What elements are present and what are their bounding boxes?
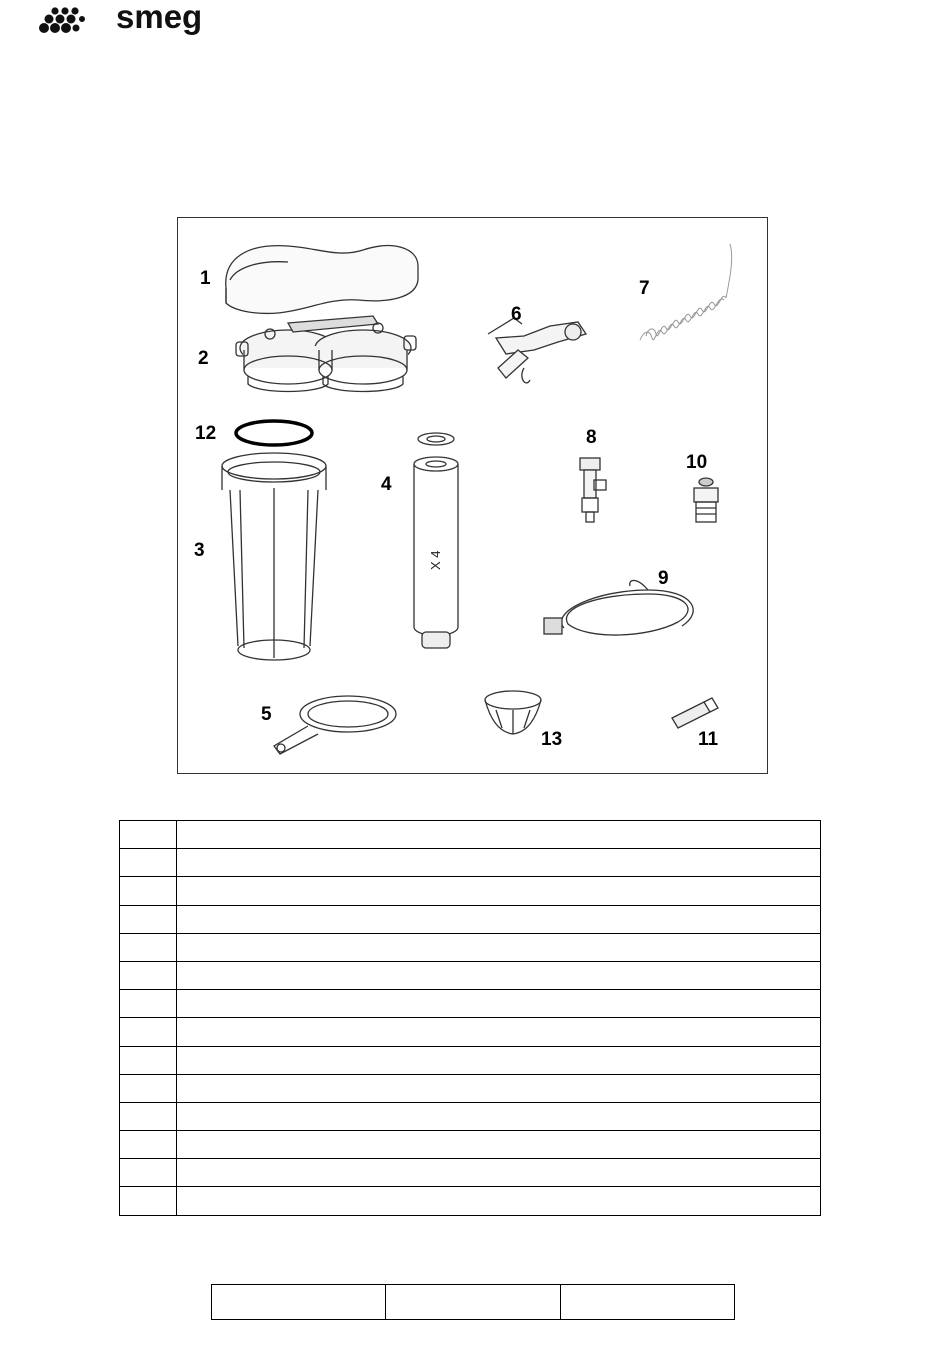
filter-head-part [236, 316, 416, 392]
small-connector-part [672, 698, 718, 728]
part-number-2: 2 [198, 348, 209, 369]
part-number-3: 3 [194, 540, 205, 561]
part-desc-cell [177, 1102, 821, 1130]
table-row [120, 877, 821, 905]
smeg-logo [38, 2, 208, 38]
footer-cell [386, 1285, 560, 1320]
part-num-cell [120, 877, 177, 905]
coil-hose-part [640, 244, 732, 340]
part-number-1: 1 [200, 268, 211, 289]
part-num-cell [120, 1074, 177, 1102]
part-desc-cell [177, 1046, 821, 1074]
wrench-part [274, 696, 396, 754]
filter-cartridge-part [414, 433, 458, 648]
part-num-cell [120, 821, 177, 849]
part-number-9: 9 [658, 568, 669, 589]
part-number-8: 8 [586, 427, 597, 448]
logo-dots-icon [38, 2, 118, 38]
part-number-10: 10 [686, 452, 708, 473]
table-row [120, 1159, 821, 1187]
filter-housing-part [222, 453, 326, 660]
connector-part [694, 478, 718, 522]
table-row [212, 1285, 735, 1320]
part-desc-cell [177, 849, 821, 877]
table-row [120, 933, 821, 961]
table-row [120, 821, 821, 849]
part-desc-cell [177, 1131, 821, 1159]
part-desc-cell [177, 1187, 821, 1215]
table-row [120, 905, 821, 933]
parts-drawing [178, 218, 767, 773]
part-num-cell [120, 849, 177, 877]
part-num-cell [120, 1018, 177, 1046]
part-num-cell [120, 933, 177, 961]
logo-wordmark: smeg [116, 0, 203, 35]
part-number-12: 12 [195, 423, 217, 444]
part-num-cell [120, 1131, 177, 1159]
valve-part [580, 458, 606, 522]
table-row [120, 1131, 821, 1159]
part-num-cell [120, 990, 177, 1018]
footer-table [211, 1284, 735, 1320]
table-row [120, 1018, 821, 1046]
table-row [120, 1046, 821, 1074]
part-num-cell [120, 961, 177, 989]
part-num-cell [120, 905, 177, 933]
parts-illustration [177, 217, 768, 774]
cover-part [226, 246, 418, 314]
cartridge-mark-label: X 4 [428, 550, 443, 570]
part-desc-cell [177, 877, 821, 905]
table-row [120, 849, 821, 877]
part-desc-cell [177, 905, 821, 933]
table-row [120, 961, 821, 989]
footer-cell [212, 1285, 386, 1320]
part-number-5: 5 [261, 704, 272, 725]
o-ring-part [236, 421, 312, 445]
strainer-part [485, 691, 541, 734]
table-row [120, 990, 821, 1018]
hose-part [544, 580, 693, 635]
parts-list-table [119, 820, 821, 1216]
part-number-7: 7 [639, 278, 650, 299]
tap-valve-part [488, 318, 586, 383]
part-desc-cell [177, 933, 821, 961]
table-row [120, 1102, 821, 1130]
footer-cell [560, 1285, 734, 1320]
part-number-4: 4 [381, 474, 392, 495]
part-desc-cell [177, 961, 821, 989]
part-num-cell [120, 1046, 177, 1074]
part-desc-cell [177, 990, 821, 1018]
part-desc-cell [177, 1159, 821, 1187]
part-desc-cell [177, 1074, 821, 1102]
part-desc-cell [177, 821, 821, 849]
part-desc-cell [177, 1018, 821, 1046]
part-num-cell [120, 1159, 177, 1187]
table-row [120, 1074, 821, 1102]
part-number-13: 13 [541, 729, 563, 750]
table-row [120, 1187, 821, 1215]
part-number-6: 6 [511, 304, 522, 325]
part-num-cell [120, 1102, 177, 1130]
part-number-11: 11 [698, 729, 719, 750]
part-num-cell [120, 1187, 177, 1215]
